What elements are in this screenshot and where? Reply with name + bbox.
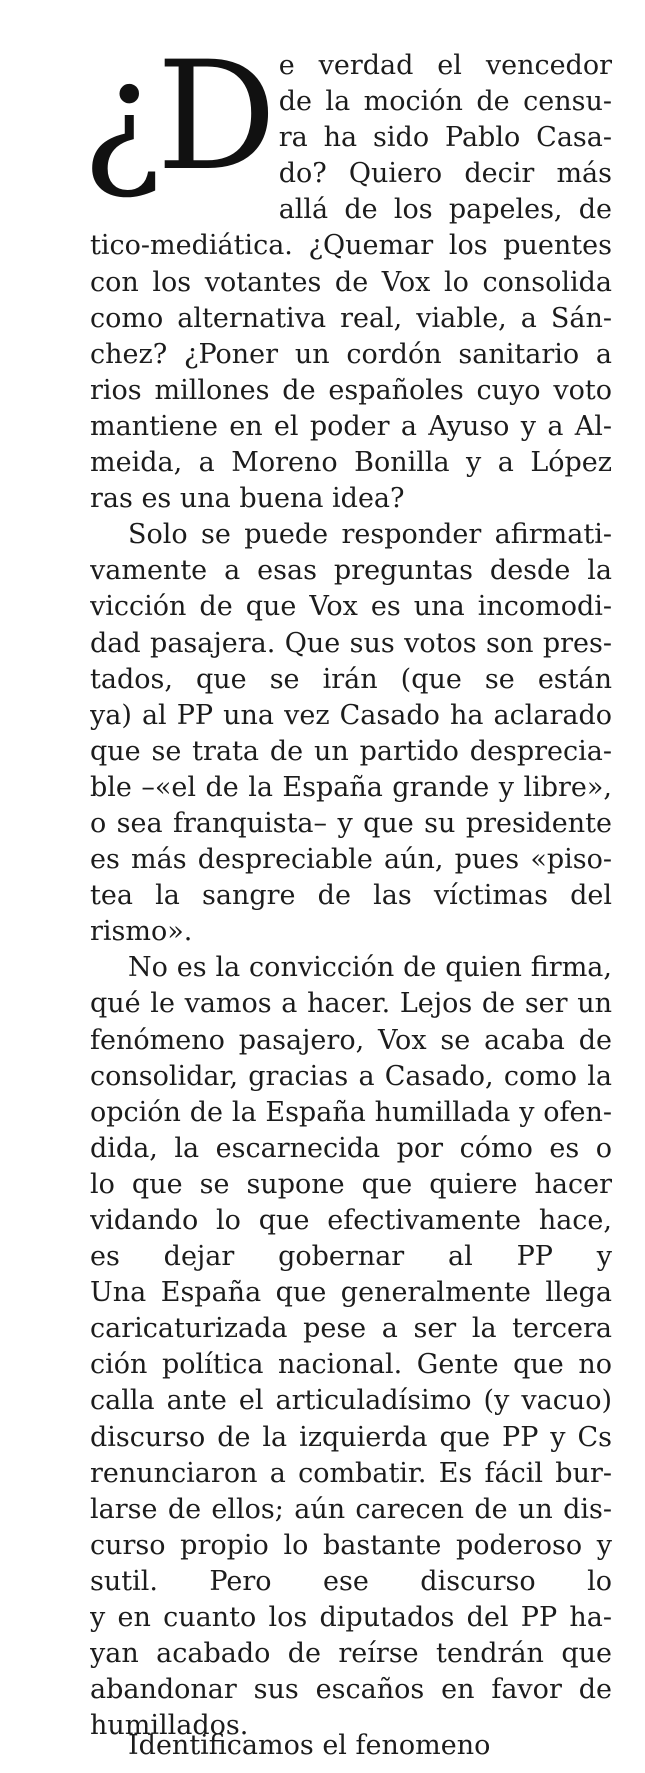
text-line: allá de los papeles, de <box>278 194 612 226</box>
text-line: Una España que generalmente llega <box>90 1277 612 1309</box>
text-line: vicción de que Vox es una incomodi- <box>90 591 612 623</box>
text-line: mantiene en el poder a Ayuso y a Al- <box>90 410 612 442</box>
paragraph-2 <box>90 517 612 950</box>
text-line: abandonar sus escaños en favor de <box>90 1674 612 1706</box>
text-line: humillados. <box>90 1710 249 1742</box>
text-line: discurso de la izquierda que PP y Cs <box>90 1421 612 1453</box>
article-body <box>82 30 612 1744</box>
text-line: yan acabado de reírse tendrán que <box>90 1638 612 1670</box>
text-line: consolidar, gracias a Casado, como la <box>90 1060 612 1092</box>
text-line: chez? ¿Poner un cordón sanitario a <box>90 338 612 370</box>
text-line-partial: Identificamos el fenomeno <box>128 1730 491 1761</box>
text-line: es más despreciable aún, pues «piso- <box>90 844 612 876</box>
text-line: No es la convicción de quien firma, <box>128 952 612 984</box>
text-line: dida, la escarnecida por cómo es o <box>90 1132 612 1164</box>
text-line: y en cuanto los diputados del PP ha- <box>90 1602 612 1634</box>
drop-cap: ¿D <box>82 30 271 204</box>
text-line: tico-mediática. ¿Quemar los puentes <box>90 230 612 262</box>
text-line: es dejar gobernar al PP y <box>90 1241 612 1273</box>
text-line: con los votantes de Vox lo consolida <box>90 266 612 298</box>
text-line: sutil. Pero ese discurso lo <box>90 1565 612 1597</box>
text-line: opción de la España humillada y ofen- <box>90 1096 612 1128</box>
text-line: como alternativa real, viable, a Sán- <box>90 302 612 334</box>
text-line: do? Quiero decir más <box>278 158 612 190</box>
text-line: rismo». <box>90 916 193 948</box>
text-line: curso propio lo bastante poderoso y <box>90 1529 612 1561</box>
text-line: de la moción de censu- <box>278 86 612 118</box>
text-line: calla ante el articuladísimo (y vacuo) <box>90 1385 612 1417</box>
text-line: ya) al PP una vez Casado ha aclarado <box>90 699 612 731</box>
text-line: dad pasajera. Que sus votos son pres- <box>90 627 612 659</box>
text-line: tea la sangre de las víctimas del <box>90 880 612 912</box>
cut-off-line <box>0 1728 645 1773</box>
text-line: ble –«el de la España grande y libre», <box>90 771 612 803</box>
text-line: vidando lo que efectivamente hace, <box>90 1205 612 1236</box>
text-line: ra ha sido Pablo Casa- <box>278 122 612 154</box>
text-line: lo que se supone que quiere hacer <box>90 1168 612 1200</box>
text-line: fenómeno pasajero, Vox se acaba de <box>90 1024 612 1056</box>
paragraph-3 <box>90 950 612 1744</box>
text-line: o sea franquista– y que su presidente <box>90 807 612 839</box>
text-line: meida, a Moreno Bonilla y a López <box>90 447 612 479</box>
text-line: rios millones de españoles cuyo voto <box>90 374 612 406</box>
text-line: renunciaron a combatir. Es fácil bur- <box>90 1457 612 1489</box>
text-line: vamente a esas preguntas desde la <box>90 555 612 587</box>
text-line: qué le vamos a hacer. Lejos de ser un <box>90 988 612 1020</box>
text-line: ción política nacional. Gente que no <box>90 1349 612 1381</box>
text-line: tados, que se irán (que se están <box>90 663 612 695</box>
text-line: ras es una buena idea? <box>90 483 405 515</box>
text-line: caricaturizada pese a ser la tercera <box>90 1313 612 1345</box>
text-line: que se trata de un partido desprecia- <box>90 735 612 767</box>
text-line: e verdad el vencedor <box>278 50 612 81</box>
text-line: larse de ellos; aún carecen de un dis- <box>90 1493 612 1525</box>
text-line: Solo se puede responder afirmati- <box>128 519 612 551</box>
